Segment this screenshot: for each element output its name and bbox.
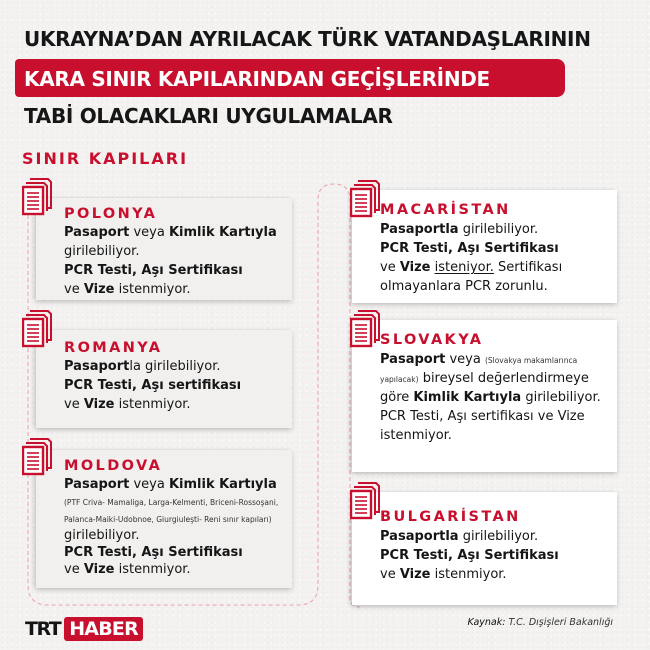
text-bold: Vize [399, 567, 431, 582]
text-bold: PCR Testi, Aşı Sertifikası [64, 263, 243, 278]
text-bold: PCR Testi, Aşı Sertifikası [64, 545, 243, 560]
title-line-3: TABİ OLACAKLARI UYGULAMALAR [24, 104, 393, 128]
text-bold: PCR Testi, Aşı sertifikası [64, 378, 242, 393]
section-label: SINIR KAPILARI [22, 149, 189, 168]
text: PCR Testi, Aşı sertifikası ve Vize istenmiyor. [380, 409, 585, 443]
text: istenmiyor. [114, 397, 191, 412]
text: istenmiyor. [114, 282, 191, 297]
text-bold: PCR Testi, Aşı Sertifikası [380, 241, 559, 256]
card-body [380, 527, 611, 584]
text: girilebiliyor. [64, 244, 140, 259]
text: Sertifikası olmayanlara PCR zorunlu. [380, 260, 563, 294]
source-credit [468, 617, 613, 628]
document-stack-icon [350, 310, 380, 348]
text: la girilebiliyor. [129, 359, 221, 374]
text-small: (PTF Criva- Mamaliga, Larga-Kelmenti, Briceni-Rossoşani, Palanca-Maiki-Udobnoe, Giurgiuleşti- Reni sınır kapıları) [64, 498, 279, 524]
card-polonya [36, 198, 292, 300]
card-body [380, 350, 611, 445]
card-title: POLONYA [64, 206, 158, 222]
text-bold: Vize [399, 260, 431, 275]
card-romanya [36, 330, 292, 428]
text: veya [129, 477, 169, 492]
text: girilebiliyor. [458, 222, 539, 237]
card-body [64, 476, 286, 578]
card-title: MOLDOVA [64, 458, 163, 474]
card-title: SLOVAKYA [380, 332, 484, 348]
text-bold: PCR Testi, Aşı Sertifikası [380, 548, 559, 563]
text: istenmiyor. [114, 562, 191, 577]
text-bold: Kimlik Kartıyla [168, 477, 277, 492]
document-stack-icon [350, 180, 380, 218]
card-body [64, 357, 286, 414]
text: ve [64, 282, 84, 297]
text-bold: Pasaportla [380, 222, 459, 237]
card-title: MACARİSTAN [380, 202, 511, 218]
text-bold: Pasaport [64, 359, 130, 374]
text: girilebiliyor. [521, 390, 601, 405]
text-bold: Pasaport [64, 477, 130, 492]
document-stack-icon [350, 482, 380, 520]
text: veya [445, 352, 485, 367]
text: istenmiyor. [430, 567, 507, 582]
title-line-2: KARA SINIR KAPILARINDAN GEÇİŞLERİNDE [24, 67, 490, 91]
source-value: T.C. Dışişleri Bakanlığı [505, 617, 613, 628]
title-banner [15, 59, 565, 97]
text-bold: Vize [83, 282, 115, 297]
title-line-1: UKRAYNA’DAN AYRILACAK TÜRK VATANDAŞLARININ [24, 27, 591, 51]
card-slovakya [352, 320, 617, 472]
text-bold: Pasaport [64, 225, 130, 240]
document-stack-icon [22, 310, 52, 348]
card-body [380, 220, 611, 296]
text: ve [380, 567, 400, 582]
text-underlined: isteniyor. [434, 260, 494, 275]
text: girilebiliyor. [64, 528, 140, 543]
logo-trt: TRT [25, 618, 61, 640]
source-label: Kaynak: [467, 617, 506, 628]
text-bold: Kimlik Kartıyla [168, 225, 277, 240]
text-small: (Slovakya makamlarınca yapılacak) [380, 356, 578, 384]
logo-haber: HABER [64, 617, 143, 641]
text-bold: Pasaport [380, 352, 446, 367]
trt-haber-logo [25, 617, 143, 641]
text: ve [380, 260, 400, 275]
text: bireysel değerlendirmeye göre [380, 371, 589, 405]
card-title: BULGARİSTAN [380, 509, 521, 525]
card-moldova [36, 450, 292, 588]
text-bold: Vize [83, 397, 115, 412]
card-macaristan [352, 190, 617, 303]
card-body [64, 223, 286, 299]
text: ve [64, 562, 84, 577]
text-bold: Kimlik Kartıyla [413, 390, 522, 405]
text-bold: Vize [83, 562, 115, 577]
card-bulgaristan [352, 492, 617, 605]
document-stack-icon [22, 178, 52, 216]
text-bold: Pasaportla [380, 529, 459, 544]
text: girilebiliyor. [458, 529, 539, 544]
card-title: ROMANYA [64, 340, 163, 356]
text: veya [129, 225, 169, 240]
text: ve [64, 397, 84, 412]
document-stack-icon [22, 438, 52, 476]
